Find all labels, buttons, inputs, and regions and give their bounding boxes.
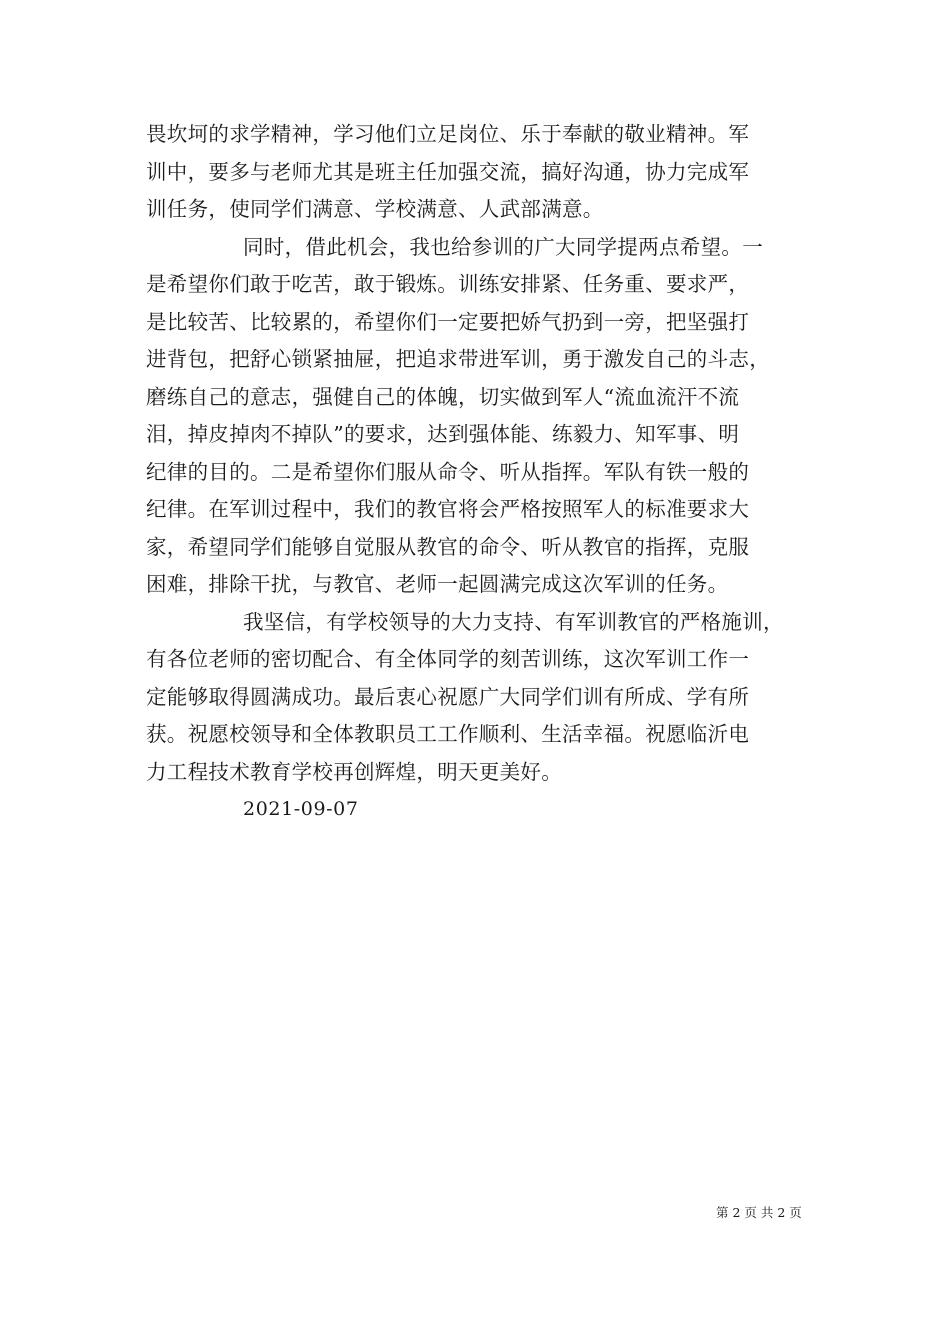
page-number: 第 2 页 共 2 页 xyxy=(716,1205,802,1220)
text-line: 训中，要多与老师尤其是班主任加强交流，搞好沟通，协力完成军 xyxy=(146,159,750,184)
text-line: 力工程技术教育学校再创辉煌，明天更美好。 xyxy=(146,759,562,784)
paragraph-first-line: 同时，借此机会，我也给参训的广大同学提两点希望。一 xyxy=(243,234,763,259)
text-line: 畏坎坷的求学精神，学习他们立足岗位、乐于奉献的敬业精神。军 xyxy=(146,122,750,146)
text-line: 进背包，把舒心锁紧抽屉，把追求带进军训，勇于激发自己的斗志， xyxy=(146,347,770,371)
text-line: 纪律。在军训过程中，我们的教官将会严格按照军人的标准要求大 xyxy=(146,497,750,521)
text-line: 困难，排除干扰，与教官、老师一起圆满完成这次军训的任务。 xyxy=(146,572,729,596)
text-line: 磨练自己的意志，强健自己的体魄，切实做到军人“流血流汗不流 xyxy=(146,384,740,409)
text-line: 泪，掉皮掉肉不掉队”的要求，达到强体能、练毅力、知军事、明 xyxy=(146,422,740,446)
text-line: 是比较苦、比较累的，希望你们一定要把娇气扔到一旁，把坚强打 xyxy=(146,309,750,334)
text-line: 定能够取得圆满成功。最后衷心祝愿广大同学们训有所成、学有所 xyxy=(146,684,750,709)
text-line: 训任务，使同学们满意、学校满意、人武部满意。 xyxy=(146,197,604,221)
text-line: 纪律的目的。二是希望你们服从命令、听从指挥。军队有铁一般的 xyxy=(146,459,750,484)
document-date: 2021-09-07 xyxy=(243,798,359,820)
body-text xyxy=(146,116,816,791)
text-line: 有各位老师的密切配合、有全体同学的刻苦训练，这次军训工作一 xyxy=(146,647,750,671)
text-line: 获。祝愿校领导和全体教职员工工作顺利、生活幸福。祝愿临沂电 xyxy=(146,722,750,746)
text-line: 家，希望同学们能够自觉服从教官的命令、听从教官的指挥，克服 xyxy=(146,534,750,559)
text-line: 是希望你们敢于吃苦，敢于锻炼。训练安排紧、任务重、要求严， xyxy=(146,272,750,296)
paragraph-first-line: 我坚信，有学校领导的大力支持、有军训教官的严格施训， xyxy=(243,609,784,634)
